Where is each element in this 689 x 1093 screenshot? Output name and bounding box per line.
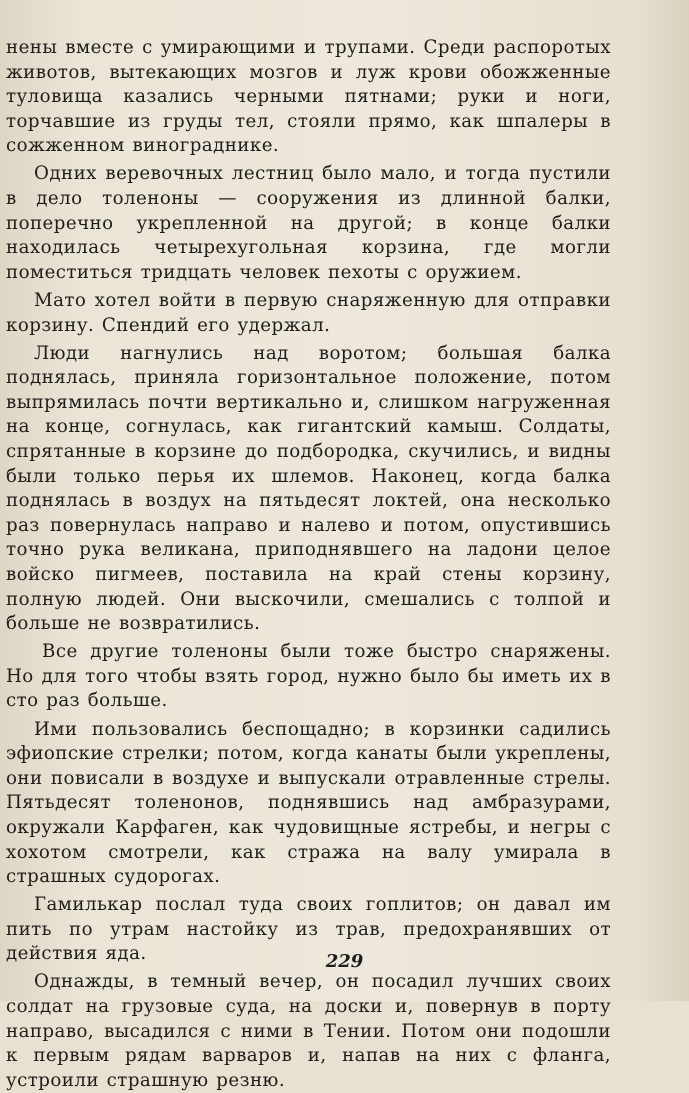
- paragraph-8: Однажды, в темный вечер, он посадил лучших своих солдат на грузовые суда, на доски и, повернув в порту направо, высадился с ними в Тении. Потом они подошли к первым рядам варваров и, напав на них с фланга, устроили страшную резню.: [6, 971, 611, 1091]
- paragraph-6: Ими пользовались беспощадно; в корзинки садились эфиопские стрелки; потом, когда канаты были укреплены, они повисали в воздухе и выпускали отравленные стрелы. Пятьдесят толенонов, поднявшись над амбразурами, окружали Карфаген, как чудовищные ястребы, и негры с хохотом смотрели, как стража на валу умирала в страшных судорогах.: [6, 718, 611, 888]
- paragraph-2: Одних веревочных лестниц было мало, и тогда пустили в дело толеноны — сооружения из длинной балки, поперечно укрепленной на другой; в конце балки находилась четырехугольная корзина, где могли поместиться тридцать человек пехоты с оружием.: [6, 163, 611, 283]
- paragraph-7: Гамилькар послал туда своих гоплитов; он давал им пить по утрам настойку из трав, предохранявших от действия яда.: [6, 894, 611, 965]
- page-number: 229: [325, 951, 364, 973]
- paragraph-3: Мато хотел войти в первую снаряженную для отправки корзину. Спендий его удержал.: [6, 289, 611, 336]
- paragraph-1: нены вместе с умирающими и трупами. Среди распоротых животов, вытекающих мозгов и луж крови обожженные туловища казались черными пятнами; руки и ноги, торчавшие из груды тел, стояли прямо, как шпалеры в сожженном винограднике.: [6, 37, 611, 157]
- paragraph-4: Люди нагнулись над воротом; большая балка поднялась, приняла горизонтальное положение, потом выпрямилась почти вертикально и, слишком нагруженная на конце, согнулась, как гигантский камыш. Солдаты, спрятанные в корзине до подбородка, скучились, и видны были только перья их шлемов. Наконец, когда балка поднялась в воздух на пятьдесят локтей, она несколько раз повернулась направо и налево и потом, опустившись точно рука великана, приподнявшего на ладони целое войско пигмеев, поставила на край стены корзину, полную людей. Они выскочили, смешались с толпой и больше не возвратились.: [6, 342, 611, 635]
- paragraph-5: Все другие толеноны были тоже быстро снаряжены. Но для того чтобы взять город, нужно было бы иметь их в сто раз больше.: [6, 641, 611, 712]
